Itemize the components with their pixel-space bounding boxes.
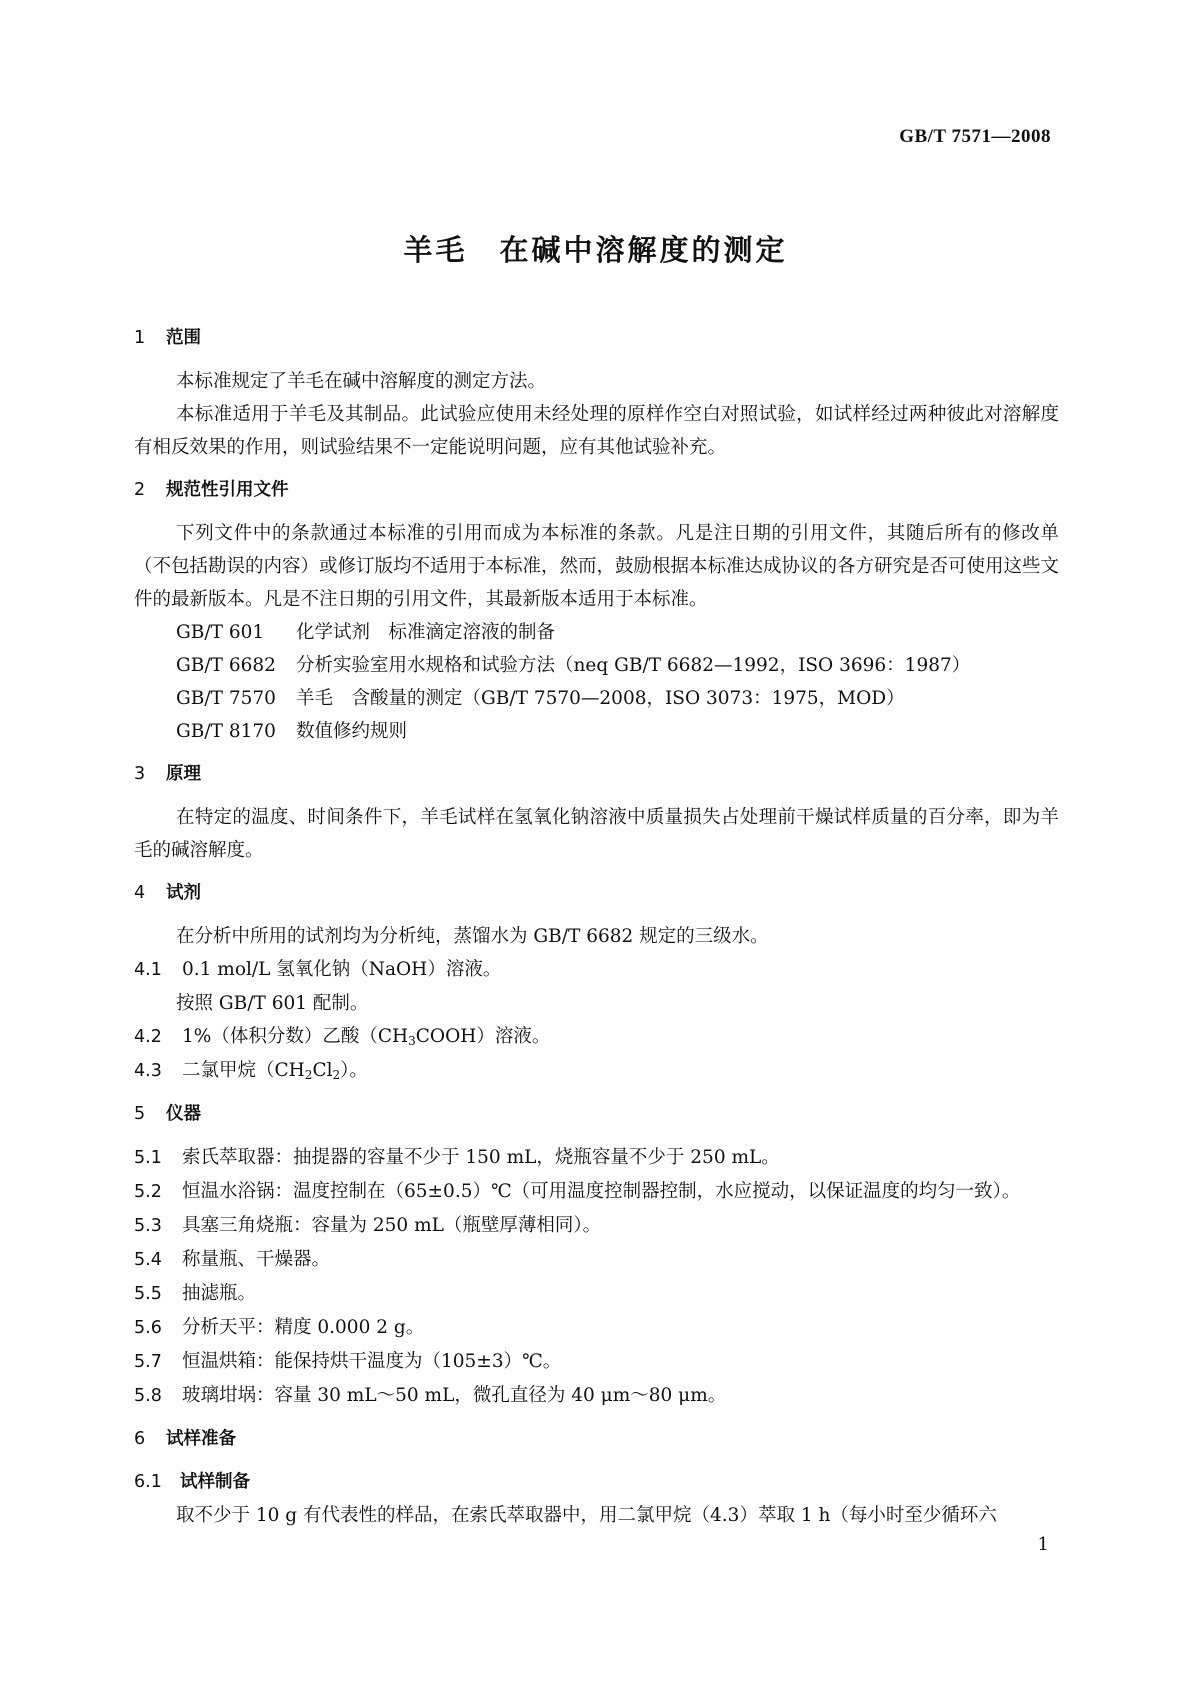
paragraph: 在分析中所用的试剂均为分析纯，蒸馏水为 GB/T 6682 规定的三级水。: [176, 926, 769, 947]
apparatus-item: [134, 1345, 1059, 1379]
reference-code: GB/T 8170: [176, 721, 276, 742]
item-text: 具塞三角烧瓶：容量为 250 mL（瓶壁厚薄相同）。: [182, 1215, 602, 1236]
item-number: 5.4: [134, 1250, 162, 1270]
apparatus-item: [134, 1243, 1059, 1277]
apparatus-item: [134, 1209, 1059, 1243]
apparatus-item: [134, 1141, 1059, 1175]
section-2-heading: [134, 474, 1059, 507]
paragraph: 下列文件中的条款通过本标准的引用而成为本标准的条款。凡是注日期的引用文件，其随后所有的修改单（不包括勘误的内容）或修订版均不适用于本标准，然而，鼓励根据本标准达成协议的各方研究是否可使用这些文件的最新版本。凡是不注日期的引用文件，其最新版本适用于本标准。: [134, 523, 1060, 610]
section-4-heading: [134, 877, 1059, 910]
subscript: 2: [332, 1068, 341, 1082]
reference-item: [134, 649, 1059, 682]
reference-title: 羊毛 含酸量的测定（GB/T 7570—2008，ISO 3073：1975，MOD）: [296, 688, 905, 709]
apparatus-item: [134, 1277, 1059, 1311]
subscript: 3: [408, 1034, 416, 1048]
paragraph: 在特定的温度、时间条件下，羊毛试样在氢氧化钠溶液中质量损失占处理前干燥试样质量的百分率，即为羊毛的碱溶解度。: [134, 807, 1059, 861]
item-text: 分析天平：精度 0.000 2 g。: [182, 1317, 425, 1338]
item-number: 5.1: [134, 1148, 162, 1168]
subsection-6-1-heading: [134, 1466, 1059, 1499]
section-5-heading: [134, 1098, 1059, 1131]
section-title: 仪器: [166, 1104, 201, 1124]
section-number: 6: [134, 1429, 146, 1449]
page-number: 1: [1037, 1534, 1049, 1555]
item-number: 4.1: [134, 960, 162, 980]
section-number: 2: [134, 480, 146, 500]
document-title: 羊毛 在碱中溶解度的测定: [403, 233, 788, 267]
reference-title: 分析实验室用水规格和试验方法（neq GB/T 6682—1992，ISO 3696：1987）: [296, 655, 971, 676]
item-continuation: 按照 GB/T 601 配制。: [176, 993, 369, 1014]
item-number: 5.6: [134, 1318, 162, 1338]
item-text: 0.1 mol/L 氢氧化钠（NaOH）溶液。: [182, 959, 502, 980]
reagent-item: [134, 1054, 1059, 1088]
section-title: 试剂: [166, 883, 201, 903]
reference-title: 化学试剂 标准滴定溶液的制备: [296, 622, 556, 643]
item-number: 5.3: [134, 1216, 162, 1236]
section-number: 3: [134, 764, 146, 784]
section-number: 4: [134, 883, 146, 903]
section-6-heading: [134, 1423, 1059, 1456]
apparatus-item: [134, 1311, 1059, 1345]
item-text: 恒温水浴锅：温度控制在（65±0.5）℃（可用温度控制器控制，水应搅动，以保证温度的均匀一致）。: [182, 1181, 1021, 1202]
section-3-heading: [134, 758, 1059, 791]
paragraph: 本标准适用于羊毛及其制品。此试验应使用未经处理的原样作空白对照试验，如试样经过两种彼此对溶解度有相反效果的作用，则试验结果不一定能说明问题，应有其他试验补充。: [134, 404, 1059, 458]
reference-code: GB/T 6682: [176, 655, 276, 676]
subsection-title: 试样制备: [180, 1472, 250, 1492]
section-title: 范围: [166, 328, 201, 348]
item-text: 恒温烘箱：能保持烘干温度为（105±3）℃。: [182, 1351, 562, 1372]
item-number: 5.8: [134, 1386, 162, 1406]
item-number: 5.7: [134, 1352, 162, 1372]
item-number: 4.3: [134, 1061, 162, 1081]
item-number: 5.2: [134, 1182, 162, 1202]
section-title: 试样准备: [166, 1429, 236, 1449]
item-text: 抽滤瓶。: [182, 1283, 257, 1304]
item-text: 玻璃坩埚：容量 30 mL～50 mL，微孔直径为 40 μm～80 μm。: [182, 1385, 727, 1406]
item-text: 索氏萃取器：抽提器的容量不少于 150 mL，烧瓶容量不少于 250 mL。: [182, 1147, 780, 1168]
subscript: 2: [304, 1068, 313, 1082]
reference-item: [134, 616, 1059, 649]
paragraph: 取不少于 10 g 有代表性的样品，在索氏萃取器中，用二氯甲烷（4.3）萃取 1 h（每小时至少循环六: [176, 1505, 997, 1526]
item-number: 4.2: [134, 1027, 162, 1047]
paragraph: 本标准规定了羊毛在碱中溶解度的测定方法。: [176, 371, 547, 392]
item-text-part: 1%（体积分数）乙酸（CH: [182, 1026, 409, 1047]
item-number: 5.5: [134, 1284, 162, 1304]
apparatus-item: [134, 1175, 1059, 1209]
reference-item: [134, 715, 1059, 748]
document-body: [134, 322, 1059, 1532]
reagent-item: [134, 953, 1059, 987]
item-text-part: 二氯甲烷（CH: [182, 1060, 305, 1081]
section-number: 5: [134, 1104, 146, 1124]
subsection-number: 6.1: [134, 1472, 162, 1492]
item-text-part: ）。: [340, 1060, 368, 1081]
reference-title: 数值修约规则: [296, 721, 408, 742]
item-text: 称量瓶、干燥器。: [182, 1249, 331, 1270]
reference-code: GB/T 601: [176, 622, 265, 643]
item-text-part: Cl: [312, 1060, 333, 1081]
reference-code: GB/T 7570: [176, 688, 276, 709]
section-title: 规范性引用文件: [166, 480, 289, 500]
reagent-item: [134, 1020, 1059, 1054]
section-1-heading: [134, 322, 1059, 355]
apparatus-item: [134, 1379, 1059, 1413]
standard-code: GB/T 7571—2008: [899, 126, 1051, 147]
reference-item: [134, 682, 1059, 715]
section-number: 1: [134, 328, 146, 348]
section-title: 原理: [166, 764, 201, 784]
item-text-part: COOH）溶液。: [415, 1026, 551, 1047]
